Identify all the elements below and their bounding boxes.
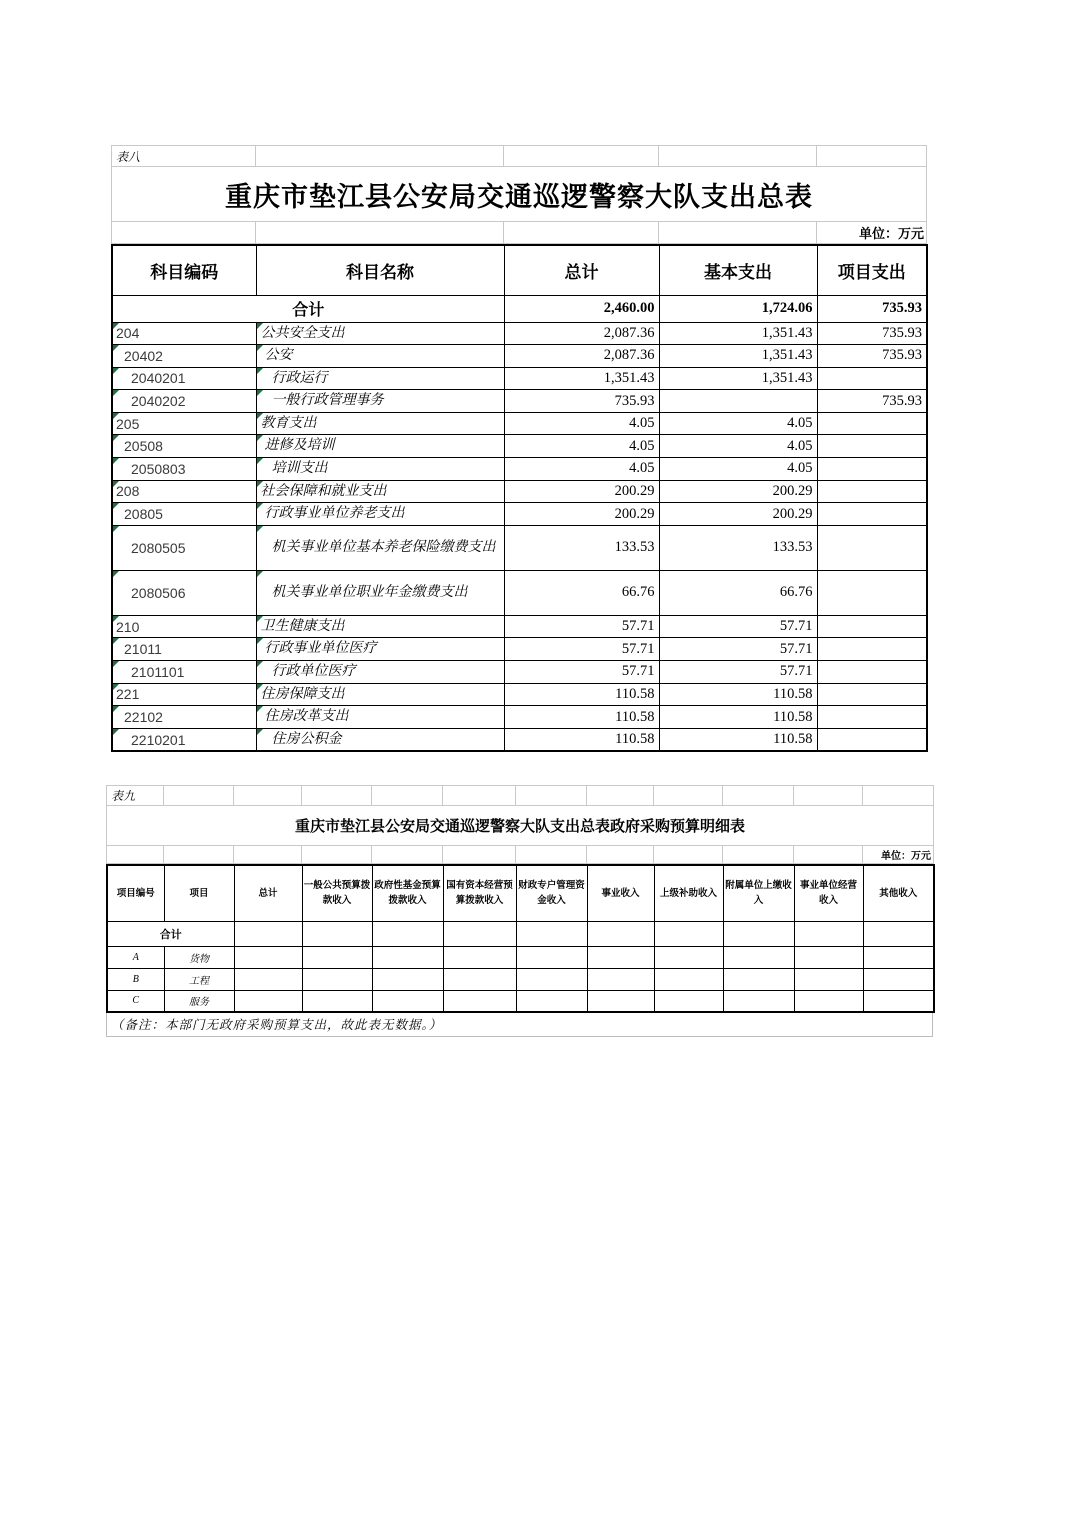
empty-value-cell bbox=[443, 968, 516, 990]
table1-data-row bbox=[112, 458, 927, 481]
project-expenditure-value-cell bbox=[817, 367, 927, 390]
basic-expenditure-value-cell: 110.58 bbox=[659, 706, 817, 729]
subject-name-cell: 住房公积金 bbox=[256, 728, 504, 751]
project-expenditure-value-cell bbox=[817, 706, 927, 729]
table1-total-total: 2,460.00 bbox=[504, 295, 659, 322]
table1-sheet-label-row bbox=[112, 146, 927, 167]
table2-grid bbox=[106, 864, 935, 1013]
table1-title-row bbox=[112, 167, 927, 222]
table2-title-row bbox=[107, 806, 934, 846]
empty-value-cell bbox=[723, 921, 794, 946]
project-expenditure-value-cell bbox=[817, 615, 927, 638]
subject-code-cell: 20508 bbox=[112, 435, 256, 458]
empty-cell bbox=[817, 146, 927, 167]
basic-expenditure-value-cell: 66.76 bbox=[659, 570, 817, 615]
subject-name-cell: 住房改革支出 bbox=[256, 706, 504, 729]
basic-expenditure-value-cell: 200.29 bbox=[659, 503, 817, 526]
project-expenditure-value-cell bbox=[817, 570, 927, 615]
empty-value-cell bbox=[794, 946, 863, 968]
empty-cell bbox=[587, 786, 654, 806]
item-id-cell: B bbox=[107, 968, 164, 990]
empty-value-cell bbox=[654, 990, 723, 1012]
subject-name-cell: 培训支出 bbox=[256, 458, 504, 481]
table1-title: 重庆市垫江县公安局交通巡逻警察大队支出总表 bbox=[112, 167, 927, 222]
total-value-cell: 57.71 bbox=[504, 661, 659, 684]
project-expenditure-value-cell bbox=[817, 503, 927, 526]
empty-cell bbox=[302, 786, 372, 806]
empty-value-cell bbox=[516, 946, 587, 968]
project-expenditure-value-cell bbox=[817, 638, 927, 661]
table2-col-header-7: 事业收入 bbox=[587, 865, 654, 921]
table2-col-header-2: 总计 bbox=[234, 865, 302, 921]
empty-cell bbox=[504, 146, 659, 167]
empty-value-cell bbox=[302, 968, 372, 990]
empty-cell bbox=[794, 846, 863, 864]
empty-cell bbox=[654, 786, 723, 806]
total-value-cell: 110.58 bbox=[504, 728, 659, 751]
table2-title: 重庆市垫江县公安局交通巡逻警察大队支出总表政府采购预算明细表 bbox=[107, 806, 934, 846]
table2-col-header-1: 项目 bbox=[164, 865, 234, 921]
empty-value-cell bbox=[794, 921, 863, 946]
table1-data-row bbox=[112, 525, 927, 570]
subject-code-cell: 2080505 bbox=[112, 525, 256, 570]
empty-value-cell bbox=[443, 921, 516, 946]
total-value-cell: 2,087.36 bbox=[504, 345, 659, 368]
empty-value-cell bbox=[587, 990, 654, 1012]
empty-value-cell bbox=[863, 990, 934, 1012]
total-value-cell: 110.58 bbox=[504, 683, 659, 706]
empty-cell bbox=[443, 786, 516, 806]
subject-name-cell: 机关事业单位基本养老保险缴费支出 bbox=[256, 525, 504, 570]
basic-expenditure-value-cell: 110.58 bbox=[659, 728, 817, 751]
empty-cell bbox=[256, 222, 504, 244]
table1-total-label: 合计 bbox=[112, 295, 504, 322]
table2-column-header-row bbox=[107, 865, 934, 921]
project-expenditure-value-cell: 735.93 bbox=[817, 390, 927, 413]
empty-cell bbox=[372, 786, 443, 806]
empty-value-cell bbox=[234, 946, 302, 968]
empty-value-cell bbox=[863, 946, 934, 968]
table1-grid bbox=[111, 244, 928, 752]
table2-unit-row bbox=[107, 846, 934, 864]
subject-code-cell: 20805 bbox=[112, 503, 256, 526]
table2-col-header-6: 财政专户管理资金收入 bbox=[516, 865, 587, 921]
table2-footnote: （备注：本部门无政府采购预算支出，故此表无数据。） bbox=[106, 1013, 933, 1037]
subject-name-cell: 进修及培训 bbox=[256, 435, 504, 458]
empty-value-cell bbox=[794, 990, 863, 1012]
empty-value-cell bbox=[516, 990, 587, 1012]
empty-value-cell bbox=[234, 990, 302, 1012]
total-value-cell: 66.76 bbox=[504, 570, 659, 615]
project-expenditure-value-cell bbox=[817, 683, 927, 706]
table2-data-row bbox=[107, 946, 934, 968]
table2-col-header-4: 政府性基金预算拨款收入 bbox=[372, 865, 443, 921]
empty-value-cell bbox=[302, 921, 372, 946]
total-value-cell: 735.93 bbox=[504, 390, 659, 413]
empty-cell bbox=[516, 846, 587, 864]
empty-value-cell bbox=[372, 990, 443, 1012]
table2-data-row bbox=[107, 990, 934, 1012]
subject-code-cell: 221 bbox=[112, 683, 256, 706]
empty-value-cell bbox=[654, 946, 723, 968]
subject-code-cell: 2040201 bbox=[112, 367, 256, 390]
table1-data-row bbox=[112, 435, 927, 458]
item-name-cell: 工程 bbox=[164, 968, 234, 990]
table1-data-row bbox=[112, 390, 927, 413]
table2-col-header-9: 附属单位上缴收入 bbox=[723, 865, 794, 921]
empty-value-cell bbox=[587, 946, 654, 968]
empty-cell bbox=[659, 146, 817, 167]
basic-expenditure-value-cell: 57.71 bbox=[659, 638, 817, 661]
basic-expenditure-value-cell: 57.71 bbox=[659, 615, 817, 638]
empty-value-cell bbox=[863, 968, 934, 990]
empty-cell bbox=[234, 846, 302, 864]
basic-expenditure-value-cell: 200.29 bbox=[659, 480, 817, 503]
basic-expenditure-value-cell: 57.71 bbox=[659, 661, 817, 684]
table1-data-row bbox=[112, 638, 927, 661]
subject-code-cell: 21011 bbox=[112, 638, 256, 661]
table1-sheet-label: 表八 bbox=[112, 146, 256, 167]
table1-data-row bbox=[112, 345, 927, 368]
empty-value-cell bbox=[863, 921, 934, 946]
subject-name-cell: 公安 bbox=[256, 345, 504, 368]
empty-cell bbox=[234, 786, 302, 806]
empty-value-cell bbox=[587, 921, 654, 946]
empty-value-cell bbox=[794, 968, 863, 990]
table1-data-row bbox=[112, 706, 927, 729]
empty-value-cell bbox=[372, 968, 443, 990]
table1-data-row bbox=[112, 615, 927, 638]
empty-cell bbox=[164, 786, 234, 806]
item-id-cell: C bbox=[107, 990, 164, 1012]
empty-cell bbox=[443, 846, 516, 864]
empty-cell bbox=[723, 786, 794, 806]
total-value-cell: 200.29 bbox=[504, 480, 659, 503]
subject-name-cell: 住房保障支出 bbox=[256, 683, 504, 706]
subject-name-cell: 行政事业单位养老支出 bbox=[256, 503, 504, 526]
table2-col-header-10: 事业单位经营收入 bbox=[794, 865, 863, 921]
table1-total-project: 735.93 bbox=[817, 295, 927, 322]
project-expenditure-value-cell bbox=[817, 728, 927, 751]
subject-name-cell: 行政单位医疗 bbox=[256, 661, 504, 684]
table2-total-row bbox=[107, 921, 934, 946]
table1-col-total: 总计 bbox=[504, 245, 659, 295]
empty-value-cell bbox=[234, 921, 302, 946]
table1-header-area bbox=[111, 145, 927, 244]
basic-expenditure-value-cell bbox=[659, 390, 817, 413]
table2-col-header-3: 一般公共预算拨款收入 bbox=[302, 865, 372, 921]
subject-name-cell: 行政事业单位医疗 bbox=[256, 638, 504, 661]
project-expenditure-value-cell: 735.93 bbox=[817, 322, 927, 345]
project-expenditure-value-cell bbox=[817, 435, 927, 458]
subject-code-cell: 205 bbox=[112, 412, 256, 435]
empty-value-cell bbox=[372, 946, 443, 968]
basic-expenditure-value-cell: 4.05 bbox=[659, 412, 817, 435]
empty-value-cell bbox=[516, 968, 587, 990]
empty-cell bbox=[302, 846, 372, 864]
empty-cell bbox=[659, 222, 817, 244]
table1-col-subject-name: 科目名称 bbox=[256, 245, 504, 295]
subject-name-cell: 卫生健康支出 bbox=[256, 615, 504, 638]
subject-name-cell: 教育支出 bbox=[256, 412, 504, 435]
table1-data-row bbox=[112, 480, 927, 503]
project-expenditure-value-cell bbox=[817, 458, 927, 481]
basic-expenditure-value-cell: 4.05 bbox=[659, 458, 817, 481]
table2-total-label: 合计 bbox=[107, 921, 234, 946]
empty-value-cell bbox=[654, 921, 723, 946]
table1-column-header-row bbox=[112, 245, 927, 295]
subject-code-cell: 208 bbox=[112, 480, 256, 503]
total-value-cell: 57.71 bbox=[504, 615, 659, 638]
empty-value-cell bbox=[654, 968, 723, 990]
empty-cell bbox=[723, 846, 794, 864]
project-expenditure-value-cell bbox=[817, 661, 927, 684]
table1-data-row bbox=[112, 367, 927, 390]
subject-code-cell: 2210201 bbox=[112, 728, 256, 751]
total-value-cell: 4.05 bbox=[504, 458, 659, 481]
empty-cell bbox=[794, 786, 863, 806]
empty-value-cell bbox=[516, 921, 587, 946]
empty-value-cell bbox=[443, 946, 516, 968]
project-expenditure-value-cell bbox=[817, 412, 927, 435]
subject-code-cell: 2080506 bbox=[112, 570, 256, 615]
item-name-cell: 货物 bbox=[164, 946, 234, 968]
table1-data-row bbox=[112, 322, 927, 345]
subject-name-cell: 行政运行 bbox=[256, 367, 504, 390]
empty-value-cell bbox=[443, 990, 516, 1012]
subject-code-cell: 2040202 bbox=[112, 390, 256, 413]
table2-col-header-5: 国有资本经营预算拨款收入 bbox=[443, 865, 516, 921]
table1-data-row bbox=[112, 412, 927, 435]
table2-data-row bbox=[107, 968, 934, 990]
table1-total-row bbox=[112, 295, 927, 322]
table1-unit-label: 单位：万元 bbox=[817, 222, 927, 244]
table2-col-header-11: 其他收入 bbox=[863, 865, 934, 921]
subject-code-cell: 22102 bbox=[112, 706, 256, 729]
subject-code-cell: 2101101 bbox=[112, 661, 256, 684]
subject-code-cell: 210 bbox=[112, 615, 256, 638]
empty-value-cell bbox=[723, 946, 794, 968]
total-value-cell: 57.71 bbox=[504, 638, 659, 661]
table1-unit-row bbox=[112, 222, 927, 244]
item-name-cell: 服务 bbox=[164, 990, 234, 1012]
subject-code-cell: 204 bbox=[112, 322, 256, 345]
empty-value-cell bbox=[723, 990, 794, 1012]
basic-expenditure-value-cell: 110.58 bbox=[659, 683, 817, 706]
empty-value-cell bbox=[234, 968, 302, 990]
empty-cell bbox=[863, 786, 934, 806]
basic-expenditure-value-cell: 1,351.43 bbox=[659, 367, 817, 390]
basic-expenditure-value-cell: 4.05 bbox=[659, 435, 817, 458]
project-expenditure-value-cell: 735.93 bbox=[817, 345, 927, 368]
total-value-cell: 200.29 bbox=[504, 503, 659, 526]
item-id-cell: A bbox=[107, 946, 164, 968]
table1-col-project-expenditure: 项目支出 bbox=[817, 245, 927, 295]
subject-name-cell: 一般行政管理事务 bbox=[256, 390, 504, 413]
empty-cell bbox=[256, 146, 504, 167]
empty-value-cell bbox=[587, 968, 654, 990]
empty-cell bbox=[164, 846, 234, 864]
table2-col-header-0: 项目编号 bbox=[107, 865, 164, 921]
total-value-cell: 1,351.43 bbox=[504, 367, 659, 390]
table1-data-row bbox=[112, 661, 927, 684]
table2-sheet-label-row bbox=[107, 786, 934, 806]
empty-cell bbox=[587, 846, 654, 864]
table2-unit-label: 单位：万元 bbox=[863, 846, 934, 864]
subject-name-cell: 公共安全支出 bbox=[256, 322, 504, 345]
table1-data-row bbox=[112, 503, 927, 526]
empty-value-cell bbox=[372, 921, 443, 946]
empty-cell bbox=[654, 846, 723, 864]
basic-expenditure-value-cell: 133.53 bbox=[659, 525, 817, 570]
table1-col-basic-expenditure: 基本支出 bbox=[659, 245, 817, 295]
empty-value-cell bbox=[723, 968, 794, 990]
table1-data-row bbox=[112, 570, 927, 615]
table1-total-basic: 1,724.06 bbox=[659, 295, 817, 322]
total-value-cell: 4.05 bbox=[504, 412, 659, 435]
total-value-cell: 4.05 bbox=[504, 435, 659, 458]
table2-header-area bbox=[106, 785, 934, 864]
empty-cell bbox=[112, 222, 256, 244]
table2-col-header-8: 上级补助收入 bbox=[654, 865, 723, 921]
empty-cell bbox=[372, 846, 443, 864]
total-value-cell: 2,087.36 bbox=[504, 322, 659, 345]
table1-col-subject-code: 科目编码 bbox=[112, 245, 256, 295]
empty-cell bbox=[504, 222, 659, 244]
empty-cell bbox=[516, 786, 587, 806]
project-expenditure-value-cell bbox=[817, 480, 927, 503]
table1-data-row bbox=[112, 683, 927, 706]
table2-sheet-label: 表九 bbox=[107, 786, 164, 806]
table1-data-row bbox=[112, 728, 927, 751]
total-value-cell: 110.58 bbox=[504, 706, 659, 729]
expenditure-summary-section bbox=[111, 145, 926, 752]
procurement-detail-section bbox=[106, 785, 933, 1037]
project-expenditure-value-cell bbox=[817, 525, 927, 570]
empty-value-cell bbox=[302, 946, 372, 968]
subject-name-cell: 社会保障和就业支出 bbox=[256, 480, 504, 503]
subject-code-cell: 2050803 bbox=[112, 458, 256, 481]
empty-value-cell bbox=[302, 990, 372, 1012]
basic-expenditure-value-cell: 1,351.43 bbox=[659, 345, 817, 368]
basic-expenditure-value-cell: 1,351.43 bbox=[659, 322, 817, 345]
total-value-cell: 133.53 bbox=[504, 525, 659, 570]
subject-code-cell: 20402 bbox=[112, 345, 256, 368]
subject-name-cell: 机关事业单位职业年金缴费支出 bbox=[256, 570, 504, 615]
empty-cell bbox=[107, 846, 164, 864]
